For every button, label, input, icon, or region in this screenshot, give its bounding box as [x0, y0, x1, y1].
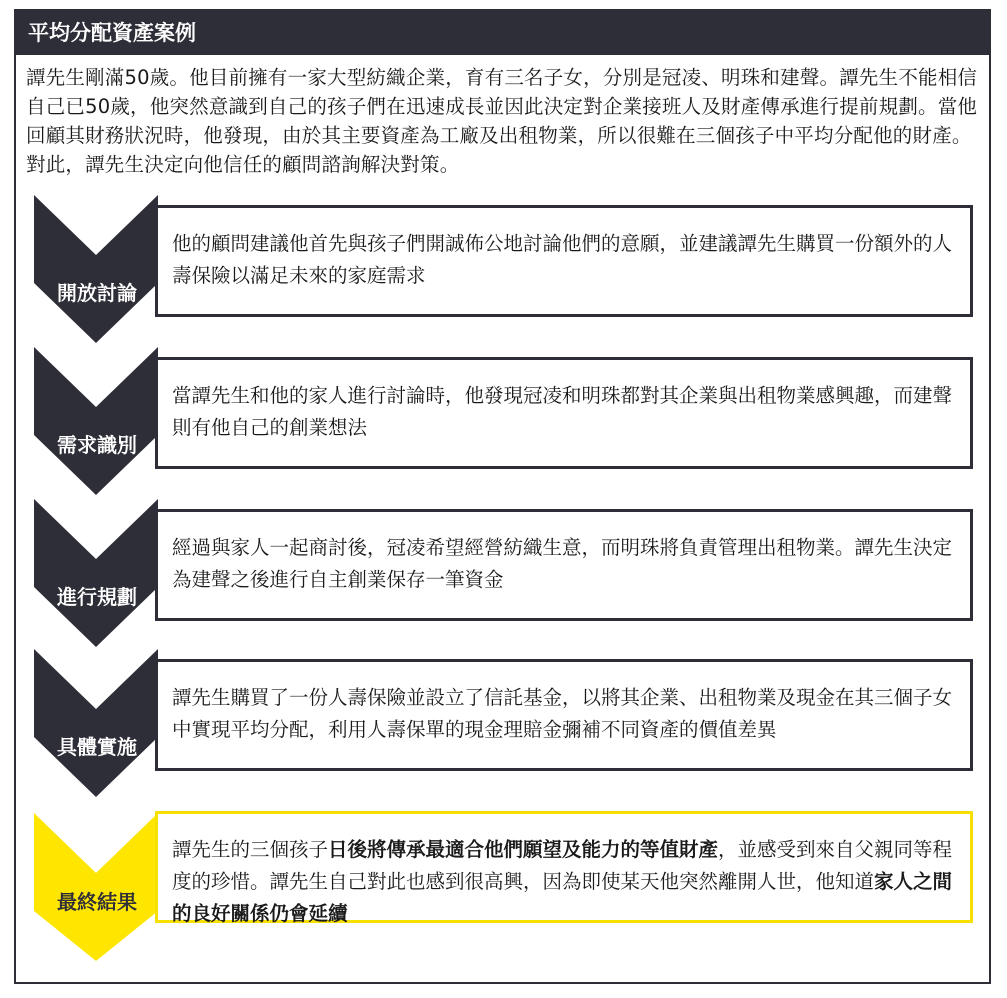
intro-paragraph: 譚先生剛滿50歲。他目前擁有一家大型紡織企業，育有三名子女，分別是冠凌、明珠和建聲。譚先生不能相信自己已50歲，他突然意識到自己的孩子們在迅速成長並因此決定對企業接班人及財產傳承進行提前規劃。當他回顧其財務狀況時，他發現，由於其主要資產為工廠及出租物業，所以很難在三個孩子中平均分配他的財產。對此，譚先生決定向他信任的顧問諮詢解決對策。 [26, 66, 978, 176]
step-label: 最終結果 [57, 890, 137, 914]
chevron-arrow-shape [34, 499, 158, 647]
step-description: 他的顧問建議他首先與孩子們開誠佈公地討論他們的意願，並建議譚先生購買一份額外的人壽保險以滿足未來的家庭需求 [172, 232, 953, 287]
step-description-box [155, 357, 973, 469]
step-description-box [155, 811, 973, 923]
step-label: 具體實施 [57, 735, 137, 759]
step-label: 進行規劃 [57, 585, 137, 609]
step-description-box [155, 205, 973, 317]
step-description-box [155, 509, 973, 621]
chevron-arrow-shape [34, 649, 158, 797]
step-description: 當譚先生和他的家人進行討論時，他發現冠凌和明珠都對其企業與出租物業感興趣，而建聲則有他自己的創業想法 [172, 384, 953, 439]
step-label: 開放討論 [57, 281, 137, 305]
chevron-arrow-shape [34, 195, 158, 343]
final-bold-2: 家人之間的良好關係仍會延續 [172, 870, 953, 925]
step-description-box [155, 659, 973, 771]
chevron-arrow-shape [34, 347, 158, 495]
step-description: 譚先生購買了一份人壽保險並設立了信託基金，以將其企業、出租物業及現金在其三個子女中實現平均分配，利用人壽保單的現金理賠金彌補不同資產的價值差異 [172, 686, 953, 741]
step-description: 經過與家人一起商討後，冠凌希望經營紡織生意，而明珠將負責管理出租物業。譚先生決定為建聲之後進行自主創業保存一筆資金 [172, 536, 953, 591]
final-bold-1: 日後將傳承最適合他們願望及能力的等值財產 [328, 838, 719, 861]
panel-title: 平均分配資產案例 [16, 11, 989, 55]
case-panel [14, 9, 991, 984]
step-label: 需求識別 [57, 433, 137, 457]
final-text-1: 譚先生的三個孩子 [172, 838, 329, 861]
final-text-2: ，並感受到來自父親同等程度的珍惜。譚先生自己對此也感到很高興，因為即使某天他突然離開人世，他知道 [172, 838, 953, 893]
